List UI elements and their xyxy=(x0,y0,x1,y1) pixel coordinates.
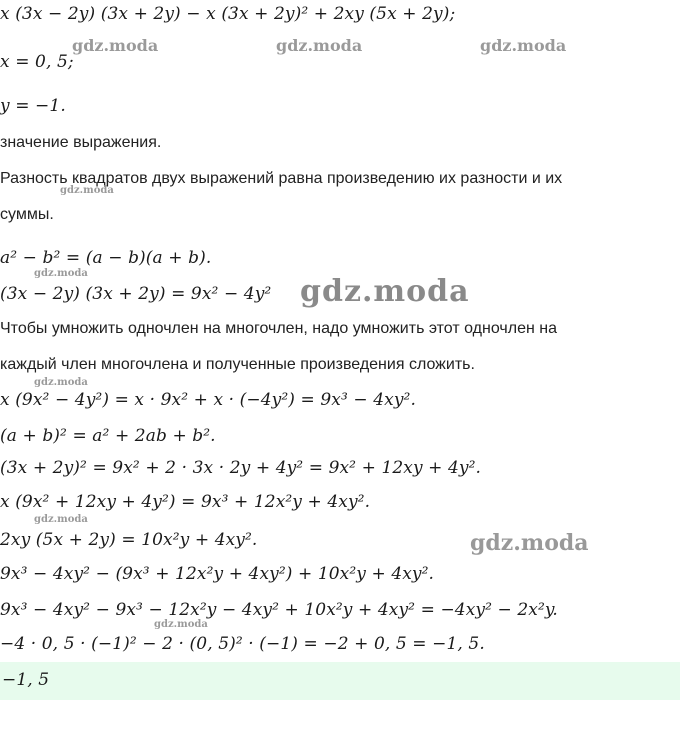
given-y-line: y = −1. xyxy=(0,96,66,116)
formula-square-of-sum: (a + b)² = a² + 2ab + b². xyxy=(0,426,216,446)
formula-difference-of-squares: a² − b² = (a − b)(a + b). xyxy=(0,248,212,268)
watermark: gdz.moda xyxy=(72,36,159,55)
step-monomial-product-2: x (9x² + 12xy + 4y²) = 9x³ + 12x²y + 4xy². xyxy=(0,492,371,512)
task-text: значение выражения. xyxy=(0,134,162,151)
expression-line: x (3x − 2y) (3x + 2y) − x (3x + 2y)² + 2xy (5x + 2y); xyxy=(0,4,456,24)
rule-text-1-cont: суммы. xyxy=(0,206,54,223)
watermark: gdz.moda xyxy=(480,36,567,55)
step-difference-of-squares: (3x − 2y) (3x + 2y) = 9x² − 4y² xyxy=(0,284,272,304)
watermark: gdz.moda xyxy=(154,619,208,630)
watermark: gdz.moda xyxy=(34,514,88,525)
watermark: gdz.moda xyxy=(276,36,363,55)
answer-value: −1, 5 xyxy=(2,670,50,690)
step-monomial-product-3: 2xy (5x + 2y) = 10x²y + 4xy². xyxy=(0,530,258,550)
rule-text-1: Разность квадратов двух выражений равна произведению их разности и их xyxy=(0,170,563,187)
step-substitute: −4 · 0, 5 · (−1)² − 2 · (0, 5)² · (−1) = −2 + 0, 5 = −1, 5. xyxy=(0,634,485,654)
given-x-line: x = 0, 5; xyxy=(0,52,74,72)
watermark: gdz.moda xyxy=(34,268,88,279)
rule-text-2-cont: каждый член многочлена и полученные произведения сложить. xyxy=(0,356,475,373)
step-square-of-sum: (3x + 2y)² = 9x² + 2 · 3x · 2y + 4y² = 9x² + 12xy + 4y². xyxy=(0,458,482,478)
step-simplify: 9x³ − 4xy² − 9x³ − 12x²y − 4xy² + 10x²y + 4xy² = −4xy² − 2x²y. xyxy=(0,600,558,620)
answer-box xyxy=(0,662,680,700)
watermark: gdz.moda xyxy=(34,377,88,388)
watermark: gdz.moda xyxy=(470,530,589,556)
rule-text-2: Чтобы умножить одночлен на многочлен, надо умножить этот одночлен на xyxy=(0,320,557,337)
step-combine: 9x³ − 4xy² − (9x³ + 12x²y + 4xy²) + 10x²y + 4xy². xyxy=(0,564,435,584)
step-monomial-product-1: x (9x² − 4y²) = x · 9x² + x · (−4y²) = 9x³ − 4xy². xyxy=(0,390,416,410)
watermark: gdz.moda xyxy=(60,185,114,196)
watermark: gdz.moda xyxy=(300,274,470,309)
